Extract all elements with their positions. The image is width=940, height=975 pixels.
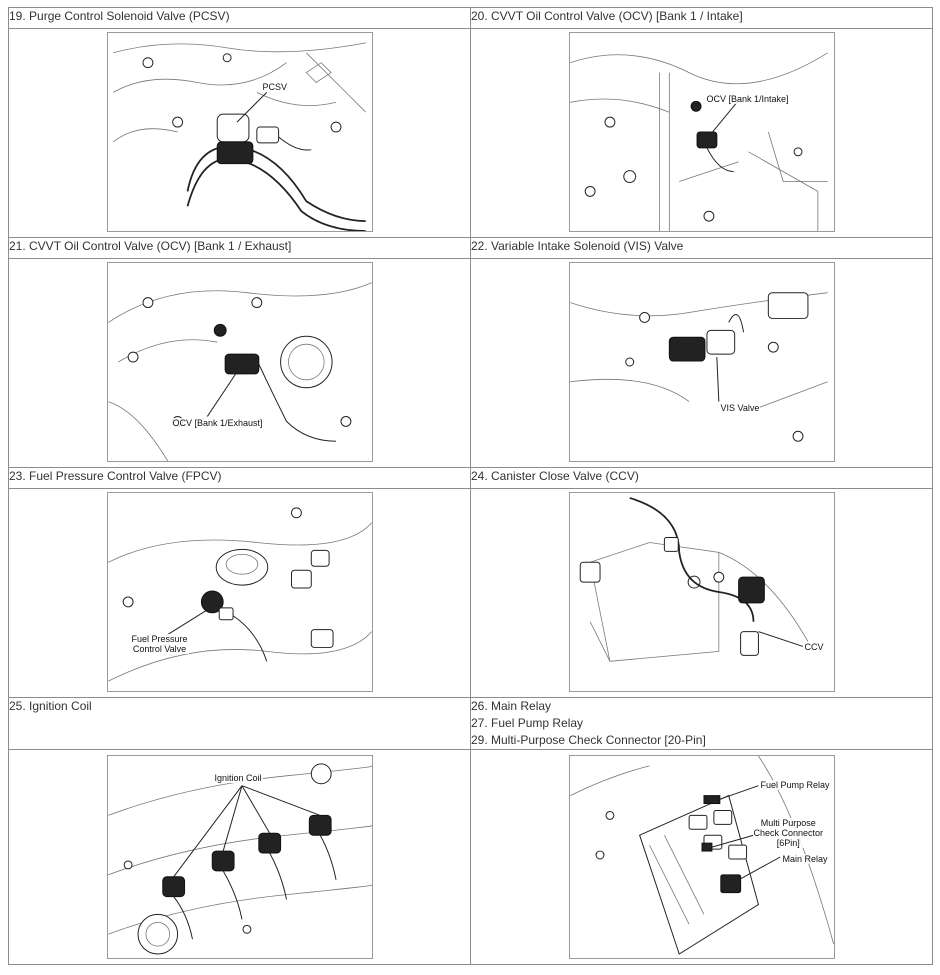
fpcv-illustration: [107, 492, 373, 692]
caption-27: 27. Fuel Pump Relay: [471, 716, 584, 730]
image-cell-20: [471, 29, 933, 238]
image-cell-21: [9, 259, 471, 468]
fpcv-label-line2: Control Valve: [132, 644, 187, 654]
caption-22: 22. Variable Intake Solenoid (VIS) Valve: [471, 238, 933, 259]
ocv-intake-illustration: [569, 32, 835, 232]
ocv-exhaust-illustration: [107, 262, 373, 462]
caption-24: 24. Canister Close Valve (CCV): [471, 468, 933, 489]
ocv-exhaust-label: OCV [Bank 1/Exhaust]: [172, 418, 263, 428]
caption-26-27-29: [471, 698, 933, 750]
multi-purpose-check-connector-label: [753, 818, 825, 848]
component-location-table: [8, 7, 933, 965]
pcsv-illustration: [107, 32, 373, 232]
mpc-label-line1: Multi Purpose: [760, 818, 816, 828]
mpc-label-line2: Check Connector: [753, 828, 824, 838]
image-cell-22: [471, 259, 933, 468]
caption-23: 23. Fuel Pressure Control Valve (FPCV): [9, 468, 471, 489]
fpcv-label: [131, 634, 189, 654]
caption-19: 19. Purge Control Solenoid Valve (PCSV): [9, 8, 471, 29]
fpcv-label-line1: Fuel Pressure: [131, 634, 188, 644]
image-cell-24: [471, 489, 933, 698]
caption-29: 29. Multi-Purpose Check Connector [20-Pin]: [471, 733, 706, 747]
main-relay-label: Main Relay: [782, 854, 828, 864]
image-cell-25: [9, 750, 471, 965]
image-cell-19: [9, 29, 471, 238]
mpc-label-line3: [6Pin]: [776, 838, 800, 848]
image-cell-23: [9, 489, 471, 698]
relay-box-illustration: [569, 755, 835, 959]
ocv-intake-label: OCV [Bank 1/Intake]: [706, 94, 789, 104]
image-cell-26: [471, 750, 933, 965]
pcsv-label: PCSV: [262, 82, 288, 92]
fuel-pump-relay-label: Fuel Pump Relay: [760, 780, 830, 790]
caption-20: 20. CVVT Oil Control Valve (OCV) [Bank 1 / Intake]: [471, 8, 933, 29]
vis-valve-illustration: [569, 262, 835, 462]
ccv-label: CCV: [804, 642, 824, 652]
caption-25: 25. Ignition Coil: [9, 698, 471, 750]
caption-26: 26. Main Relay: [471, 699, 552, 713]
ignition-coil-label: Ignition Coil: [214, 773, 262, 783]
vis-valve-label: VIS Valve: [720, 403, 760, 413]
caption-21: 21. CVVT Oil Control Valve (OCV) [Bank 1 / Exhaust]: [9, 238, 471, 259]
ccv-illustration: [569, 492, 835, 692]
ignition-coil-illustration: [107, 755, 373, 959]
